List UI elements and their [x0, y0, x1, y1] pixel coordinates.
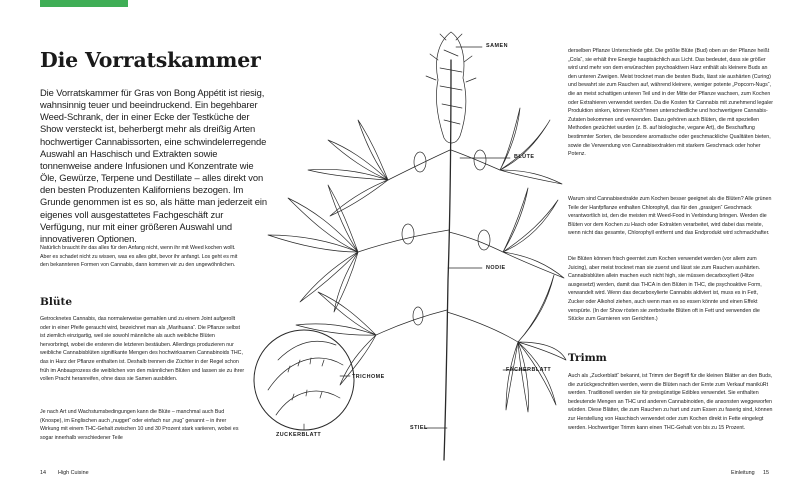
label-samen: SAMEN: [486, 43, 508, 49]
label-zuckerblatt: ZUCKERBLATT: [276, 432, 322, 438]
body-paragraph: Natürlich braucht ihr das alles für den Anfang nicht, wenn ihr mit Weed kochen wollt. Aber es schadet nicht zu wissen, was es alles gibt, bevor ihr anfangt. Los geht es mit den bekannteren Formen von Cannabis, dann kommen wir zu den ungewöhnlichen.: [40, 245, 238, 269]
body-paragraph: Warum sind Cannabisextrakte zum Kochen besser geeignet als die Blüten? Alle grünen Teile der Hanfpflanze enthalten Chlorophyll, das für den „grasigen“ Geschmack verantwortlich ist, den die meisten mit Weed-Food in Verbindung bringen. Werden die Blüten vor dem Kochen zu Hasch oder Extrakten verarbeitet, wird dabei das meiste, wenn nicht das gesamte, Chlorophyll entfernt und das Endprodukt wird schmackhafter.: [568, 196, 772, 237]
body-paragraph: Die Blüten können frisch geerntet zum Kochen verwendet werden (vor allem zum Juicing), aber meist trocknet man sie zuerst und lässt sie zum Rauchen aushärten. Cannabisblüten allein machen euch nicht high, sie müssen decarboxyliert (Hitze ausgesetzt) werden, damit das THCA in den Blüten in THC, die psychoaktive Form, verwandelt wird. Wenn das decarboxylierte Cannabis aktiviert ist, muss es in Fett, Zucker oder Alkohol ziehen, auch wenn man es so essen könnte und einen Effekt verspürte. (In der Show rösten sie zerbröselte Blüten oft in Fett und verwenden die Stücke zum Garnieren von Gerichten.): [568, 256, 762, 323]
left-running-section: High Cuisine: [58, 470, 89, 476]
body-paragraph: derselben Pflanze Unterschiede gibt. Die größte Blüte (Bud) oben an der Pflanze heißt „Cola“, sie erhält ihre Energie hauptsächlich aus Licht. Das bedeutet, dass sie größer wird und mehr von dem erwünschten psychoaktiven Harz enthält als kleinere Buds an den unteren Zweigen. Meist trocknet man die besten Buds, lässt sie aushärten (Curing) und bewahrt sie zum Rauchen auf, während kleinere, weniger potente „Popcorn-Nugs“, die an meist schattigen unteren Teil und in der Mitte der Pflanze wachsen, zum Kochen oder Extrahieren verwendet werden. Da die Kosten für Cannabis mit zunehmend legaler Produktion sinken, können Köch*innen unterschiedliche und hochwertigere Cannabis-Zutaten bekommen und verwenden. Dazu gehören auch Blüten, die mit speziellen Methoden gezüchtet wurden (z. B. auf biologische, vegane Art), die Beschaffung bestimmter Sorten, die besondere aromatische oder geschmackliche Qualitäten bieten, sowie die Verwendung von Cannabisextrakten mit starkem Geschmack oder hoher Potenz.: [568, 48, 774, 158]
section-heading-bluete: Blüte: [40, 296, 73, 308]
label-faecherblatt: FÄCHERBLATT: [506, 367, 552, 373]
label-stiel: STIEL: [410, 425, 428, 431]
body-paragraph: Je nach Art und Wachstumsbedingungen kann die Blüte – manchmal auch Bud (Knospe), im Englischen auch „nugget“ oder einfach nur „nug“ genannt – in ihrer Wirkung mit einem THC-Gehalt zwischen 10 und 30 Prozent stark variieren, wobei es sogar innerhalb verschiedener Teile: [40, 409, 239, 441]
intro-paragraph: Die Vorratskammer für Gras von Bong Appétit ist riesig, wahnsinnig teuer und beeindruckend. Ein begehbarer Weed-Schrank, der in einer Ecke der Testküche der Show versteckt ist, beherbergt mehr als dreißig Arten hochwertiger Cannabissorten, eine schwindelerregende Auswahl an Haschisch und Extrakten sowie tonnenweise andere Infusionen und Konzentrate wie Öle, Gewürze, Terpene und Destillate – alles direkt von den besten Produzenten Kaliforniens bezogen. Im Grunde genommen ist es so, als hätte man jederzeit ein eigenes voll ausgestattetes Fachgeschäft zur Verfügung, nur mit einer größeren Auswahl und innovativeren Optionen.: [40, 87, 268, 244]
right-running-section: Einleitung: [731, 470, 755, 476]
body-paragraph: Getrocknetes Cannabis, das normalerweise gemahlen und zu einem Joint aufgerollt oder in einer Pfeife geraucht wird, bezeichnet man als „Marihuana“. Die Pflanze selbst ist ziemlich einzigartig, weil sie sowohl männliche als auch weibliche Blüten hervorbringt, wobei die ersteren die letzteren bestäuben. Allerdings produzieren nur weibliche Cannabisblüten signifikante Mengen des hochwirksamen Cannabinoids THC, das in Harz der Pflanze enthalten ist. Deshalb trennen die Züchter in der Regel schon früh im Anbauprozess die weiblichen von den männlichen Blüten und lassen sie zu ihrer vollen Pracht heranreifen, ohne dass sie Samen ausbilden.: [40, 316, 245, 383]
label-trichome: TRICHOME: [352, 374, 385, 380]
section-heading-trimm: Trimm: [568, 352, 607, 364]
accent-tab: [40, 0, 128, 7]
body-paragraph: Auch als „Zuckerblatt“ bekannt, ist Trimm der Begriff für die kleinen Blätter an den Buds, die zurückgeschnitten werden, wenn die Blüten nach der Ernte zum Verkauf maniküRt werden. Traditionell werden sie für preisgünstige Edibles verwendet. Sie enthalten bedeutende Mengen an THC und anderen Cannabinoiden, die ansonsten weggeworfen würden. Diese Blätter, die zum Rauchen zu hart und zum Essen zu faserig sind, können zur Herstellung von Haschisch verwendet oder zum Kochen direkt in Fette eingelegt werden. Hochwertiger Trimm kann einen THC-Gehalt von bis zu 15 Prozent.: [568, 373, 773, 431]
label-bluete: BLÜTE: [514, 154, 535, 160]
left-page-number: 14: [40, 470, 46, 476]
label-nodie: NODIE: [486, 265, 506, 271]
right-page-number: 15: [763, 470, 769, 476]
cannabis-plant-illustration: [248, 20, 568, 470]
page-title: Die Vorratskammer: [40, 48, 261, 72]
